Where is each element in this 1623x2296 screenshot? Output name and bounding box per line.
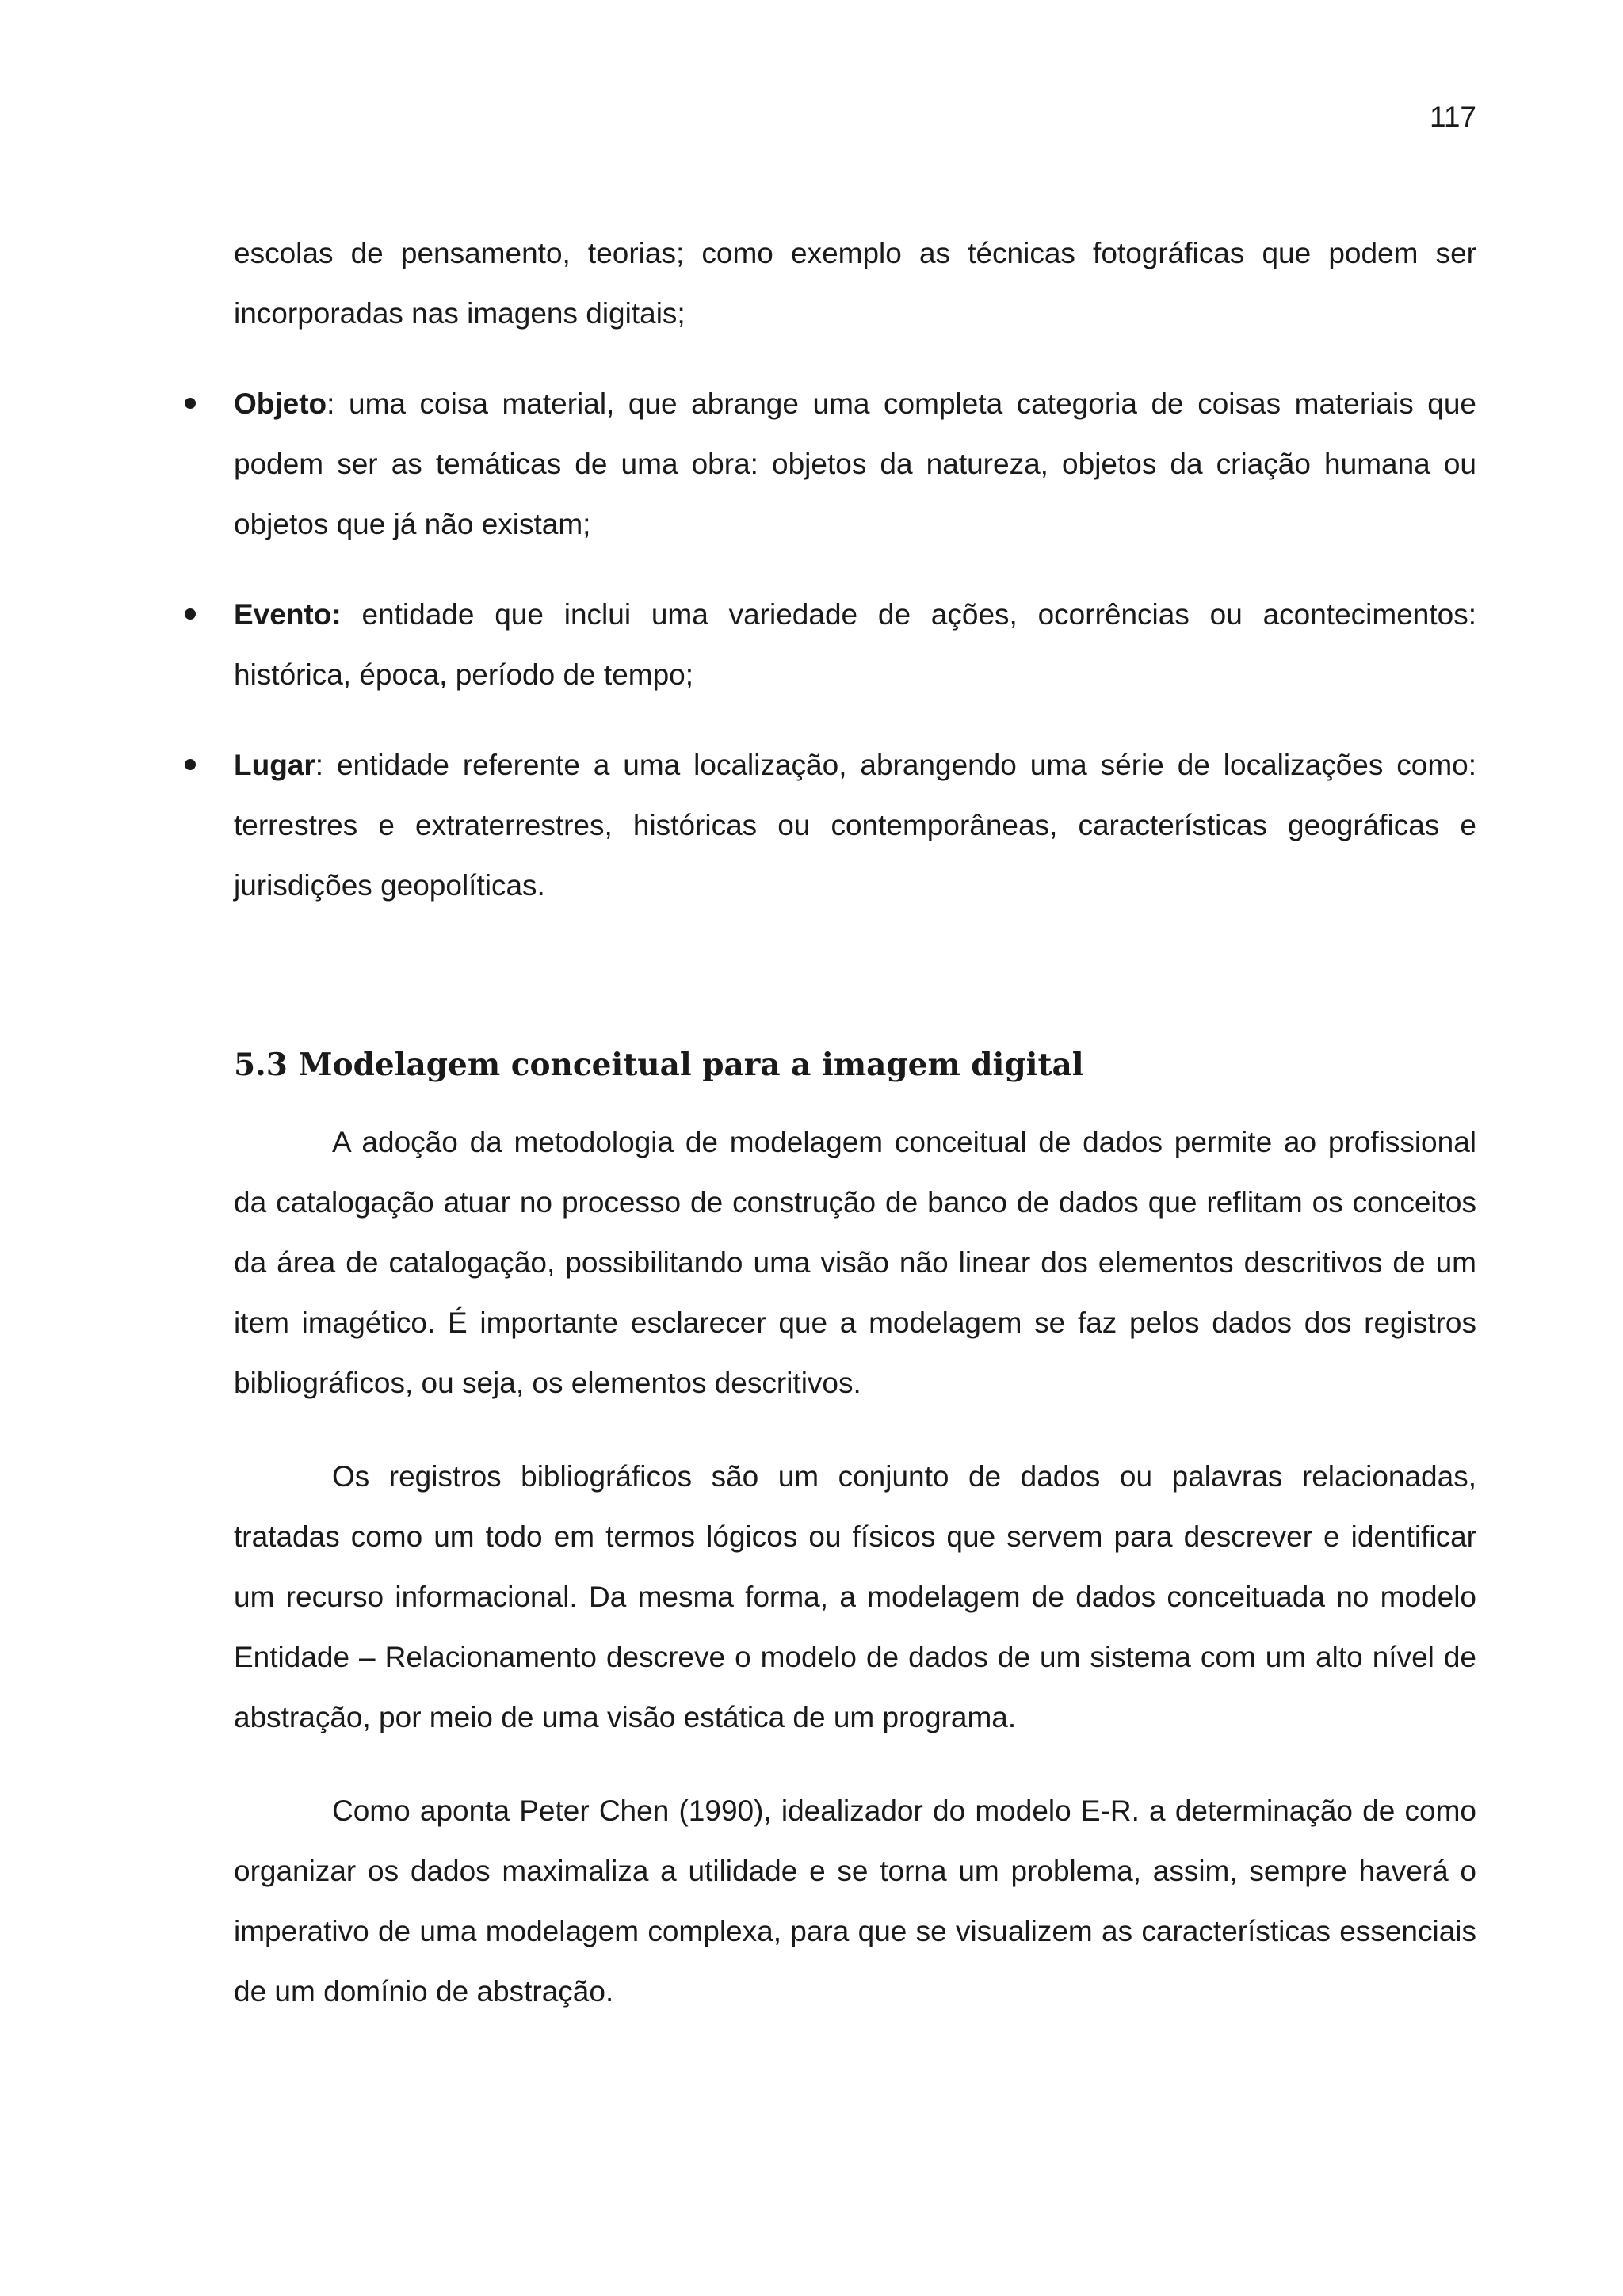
bullet-item-lugar	[234, 735, 1476, 916]
bullet-term: Lugar	[234, 749, 315, 781]
section-heading: 5.3 Modelagem conceitual para a imagem digital	[234, 1047, 1084, 1083]
bullet-text: : entidade referente a uma localização, abrangendo uma série de localizações como: terrestres e extraterrestres, históricas ou contemporâneas, características geográficas e jurisdições geopolíticas.	[234, 749, 1476, 902]
bullet-item-objeto	[234, 374, 1476, 555]
bullet-dot-icon	[185, 398, 196, 409]
intro-paragraph: escolas de pensamento, teorias; como exemplo as técnicas fotográficas que podem ser incorporadas nas imagens digitais;	[234, 237, 1476, 330]
bullet-dot-icon	[185, 759, 196, 770]
bullet-text: entidade que inclui uma variedade de ações, ocorrências ou acontecimentos: histórica, época, período de tempo;	[234, 598, 1476, 691]
bullet-term: Evento:	[234, 598, 342, 631]
body-paragraph: Como aponta Peter Chen (1990), idealizador do modelo E-R. a determinação de como organizar os dados maximaliza a utilidade e se torna um problema, assim, sempre haverá o imperativo de uma modelagem complexa, para que se visualizem as características essenciais de um domínio de abstração.	[234, 1794, 1476, 2008]
bullet-dot-icon	[185, 608, 196, 620]
bullet-term: Objeto	[234, 387, 327, 420]
bullet-text: : uma coisa material, que abrange uma completa categoria de coisas materiais que podem ser as temáticas de uma obra: objetos da natureza, objetos da criação humana ou objetos que já não existam;	[234, 387, 1476, 540]
bullet-item-evento	[234, 585, 1476, 705]
page-number: 117	[1430, 101, 1476, 133]
body-paragraph: A adoção da metodologia de modelagem conceitual de dados permite ao profissional da catalogação atuar no processo de construção de banco de dados que reflitam os conceitos da área de catalogação, possibilitando uma visão não linear dos elementos descritivos de um item imagético. É importante esclarecer que a modelagem se faz pelos dados dos registros bibliográficos, ou seja, os elementos descritivos.	[234, 1126, 1476, 1399]
body-paragraph: Os registros bibliográficos são um conjunto de dados ou palavras relacionadas, tratadas como um todo em termos lógicos ou físicos que servem para descrever e identificar um recurso informacional. Da mesma forma, a modelagem de dados conceituada no modelo Entidade – Relacionamento descreve o modelo de dados de um sistema com um alto nível de abstração, por meio de uma visão estática de um programa.	[234, 1460, 1476, 1733]
page-content	[234, 223, 1476, 2022]
